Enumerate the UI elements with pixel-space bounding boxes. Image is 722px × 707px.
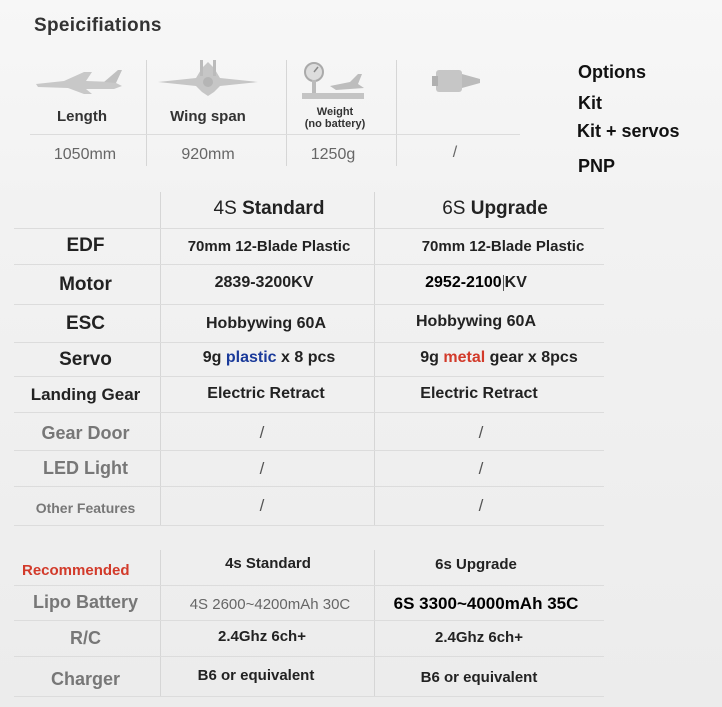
jet-side-icon bbox=[34, 64, 124, 96]
servo-count: x 8 pcs bbox=[281, 349, 336, 366]
spec-value-wingspan: 920mm bbox=[181, 146, 235, 163]
divider bbox=[146, 60, 147, 166]
row-label-landing-gear: Landing Gear bbox=[30, 385, 141, 404]
motor-kv-6s: KV bbox=[504, 274, 527, 291]
row-label-motor: Motor bbox=[59, 274, 112, 295]
column-header-4s bbox=[164, 198, 374, 220]
divider bbox=[30, 134, 520, 135]
divider bbox=[14, 525, 604, 526]
col2-suffix: Upgrade bbox=[470, 198, 548, 219]
cell-charger-4s: B6 or equivalent bbox=[197, 667, 315, 684]
spec-label-weight bbox=[290, 106, 380, 130]
servo-material-plastic: plastic bbox=[225, 349, 277, 366]
motor-model-6s: 2952-2100 bbox=[425, 274, 502, 291]
cell-esc-4s: Hobbywing 60A bbox=[205, 315, 326, 332]
spec-value-motor: / bbox=[452, 144, 458, 161]
row-label-gear-door: Gear Door bbox=[41, 423, 130, 443]
motor-icon bbox=[430, 66, 490, 96]
row-label-rc: R/C bbox=[70, 628, 101, 648]
row-label-edf: EDF bbox=[66, 235, 105, 256]
divider bbox=[14, 264, 604, 265]
divider bbox=[14, 342, 604, 343]
divider bbox=[374, 192, 375, 526]
cell-other-features-4s: / bbox=[259, 496, 265, 515]
divider bbox=[286, 60, 287, 166]
page-title: Speicifiations bbox=[34, 15, 162, 36]
option-kit: Kit bbox=[578, 93, 602, 113]
column-header-6s bbox=[400, 198, 590, 220]
cell-led-light-6s: / bbox=[478, 459, 484, 478]
options-heading: Options bbox=[578, 62, 646, 82]
col1-prefix: 4S bbox=[213, 198, 237, 219]
cell-motor-6s bbox=[396, 274, 556, 292]
row-label-lipo-battery: Lipo Battery bbox=[32, 592, 138, 612]
cell-landing-gear-6s: Electric Retract bbox=[420, 385, 538, 402]
cell-servo-6s bbox=[386, 349, 612, 367]
cell-rc-4s: 2.4Ghz 6ch+ bbox=[218, 628, 306, 645]
cell-other-features-6s: / bbox=[478, 496, 484, 515]
divider bbox=[14, 620, 604, 621]
divider bbox=[396, 60, 397, 166]
servo-material-metal: metal bbox=[443, 349, 486, 366]
divider bbox=[14, 696, 604, 697]
cell-charger-6s: B6 or equivalent bbox=[420, 669, 538, 686]
divider bbox=[14, 585, 604, 586]
spec-value-weight: 1250g bbox=[310, 146, 356, 163]
divider bbox=[14, 450, 604, 451]
option-kit-servos: Kit + servos bbox=[577, 121, 680, 141]
servo-count: gear x 8pcs bbox=[489, 349, 578, 366]
cell-rc-6s: 2.4Ghz 6ch+ bbox=[435, 629, 523, 646]
jet-front-icon bbox=[156, 58, 260, 102]
cell-esc-6s: Hobbywing 60A bbox=[415, 313, 536, 330]
spec-label-length: Length bbox=[57, 108, 107, 125]
row-label-esc: ESC bbox=[65, 313, 106, 334]
divider bbox=[14, 412, 604, 413]
cell-gear-door-4s: / bbox=[259, 423, 265, 442]
divider bbox=[14, 228, 604, 229]
divider bbox=[14, 376, 604, 377]
cell-landing-gear-4s: Electric Retract bbox=[207, 385, 325, 402]
divider bbox=[374, 550, 375, 696]
spec-label-wingspan: Wing span bbox=[170, 108, 246, 125]
cell-led-light-4s: / bbox=[259, 459, 265, 478]
cell-edf-6s: 70mm 12-Blade Plastic bbox=[421, 238, 585, 255]
col1-suffix: Standard bbox=[242, 198, 325, 219]
col2-prefix: 6S bbox=[442, 198, 466, 219]
divider bbox=[14, 304, 604, 305]
text-cursor bbox=[503, 275, 504, 291]
scale-icon bbox=[300, 60, 366, 104]
divider bbox=[14, 656, 604, 657]
row-label-other-features: Other Features bbox=[35, 500, 136, 516]
weight-sublabel: (no battery) bbox=[304, 118, 366, 130]
row-label-led-light: LED Light bbox=[43, 458, 128, 478]
row-label-charger: Charger bbox=[50, 669, 121, 689]
weight-label: Weight bbox=[316, 106, 354, 118]
cell-gear-door-6s: / bbox=[478, 423, 484, 442]
cell-battery-6s: 6S 3300~4000mAh 35C bbox=[393, 594, 579, 613]
option-pnp: PNP bbox=[578, 156, 616, 176]
recommended-col1-header: 4s Standard bbox=[225, 555, 311, 572]
row-label-servo: Servo bbox=[59, 349, 112, 370]
recommended-label: Recommended bbox=[22, 562, 130, 579]
servo-weight: 9g bbox=[420, 349, 439, 366]
divider bbox=[14, 486, 604, 487]
servo-weight: 9g bbox=[202, 349, 222, 366]
cell-battery-4s: 4S 2600~4200mAh 30C bbox=[189, 596, 351, 613]
spec-value-length: 1050mm bbox=[53, 146, 117, 163]
cell-edf-4s: 70mm 12-Blade Plastic bbox=[187, 238, 351, 255]
recommended-col2-header: 6s Upgrade bbox=[435, 556, 517, 573]
cell-servo-4s bbox=[164, 349, 374, 367]
cell-motor-4s: 2839-3200KV bbox=[214, 274, 314, 291]
